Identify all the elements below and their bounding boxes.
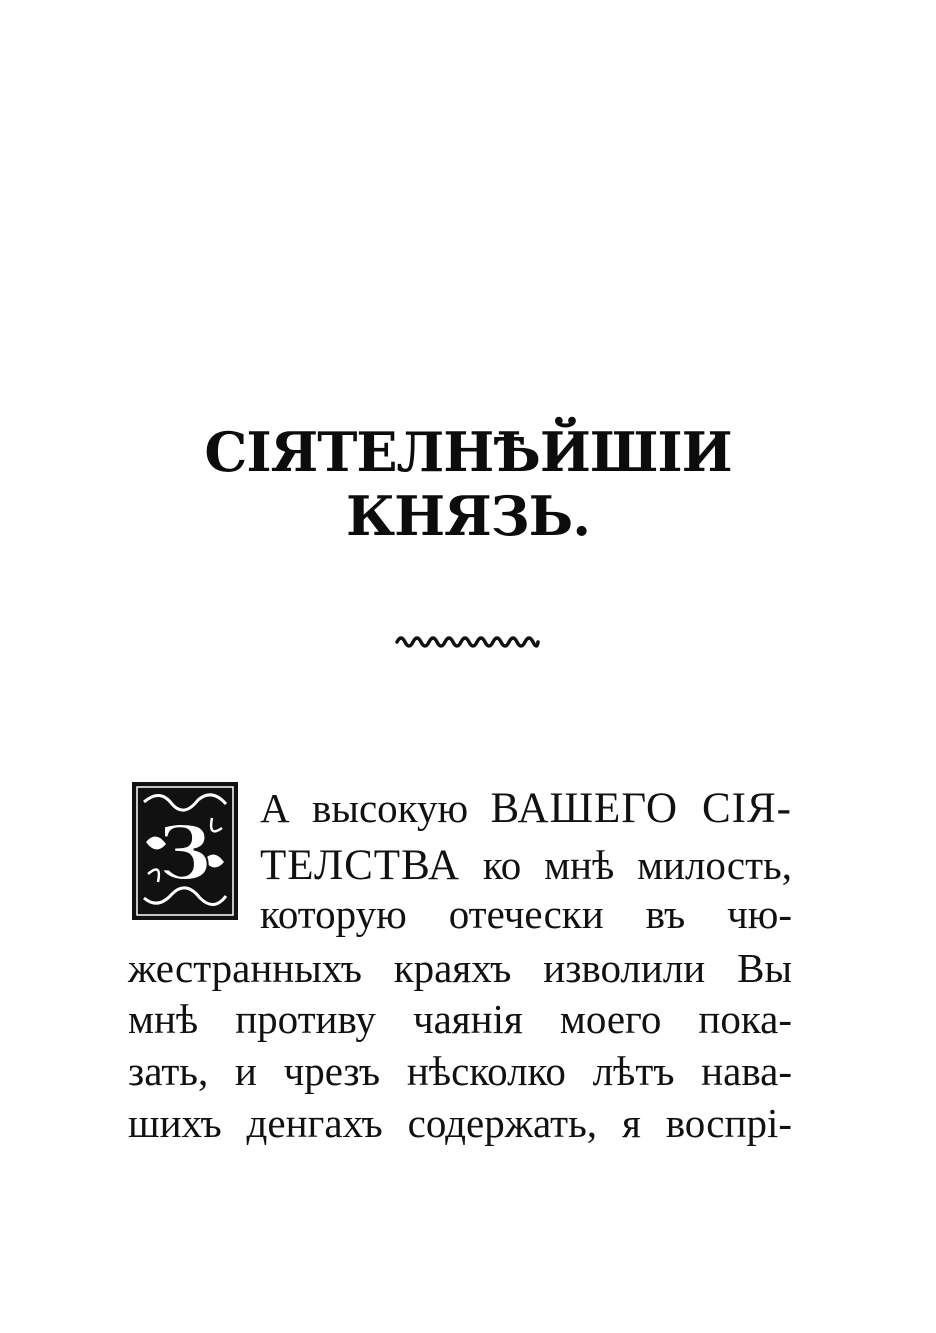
text-line xyxy=(260,783,792,833)
text-span-caps: ВАШЕГО СІЯ- xyxy=(490,785,792,832)
text-span: которую отечески въ чю- xyxy=(260,891,792,937)
page-title: СІЯТЕЛНѢЙШІИ КНЯЗЬ. xyxy=(204,420,732,548)
text-line xyxy=(128,1046,792,1096)
text-span: жестранныхъ краяхъ изволили Вы xyxy=(128,945,792,991)
text-line xyxy=(128,994,792,1044)
dropcap-letter: З xyxy=(158,811,212,897)
text-line xyxy=(128,1098,792,1148)
decorative-initial-z xyxy=(132,782,238,920)
text-span-caps: ТЕЛСТВА xyxy=(260,842,461,889)
ornamental-divider xyxy=(395,630,540,650)
text-line xyxy=(260,840,792,890)
text-span: шихъ денгахъ содержать, я воспрі- xyxy=(128,1100,792,1146)
text-line xyxy=(128,943,792,993)
text-span: мнѣ противу чаянія моего пока- xyxy=(128,996,792,1042)
text-span: зать, и чрезъ нѣсколко лѣтъ нава- xyxy=(128,1048,792,1094)
text-span: ко мнѣ милость, xyxy=(460,842,792,888)
text-span: А высокую xyxy=(260,785,491,831)
text-line xyxy=(260,889,792,939)
